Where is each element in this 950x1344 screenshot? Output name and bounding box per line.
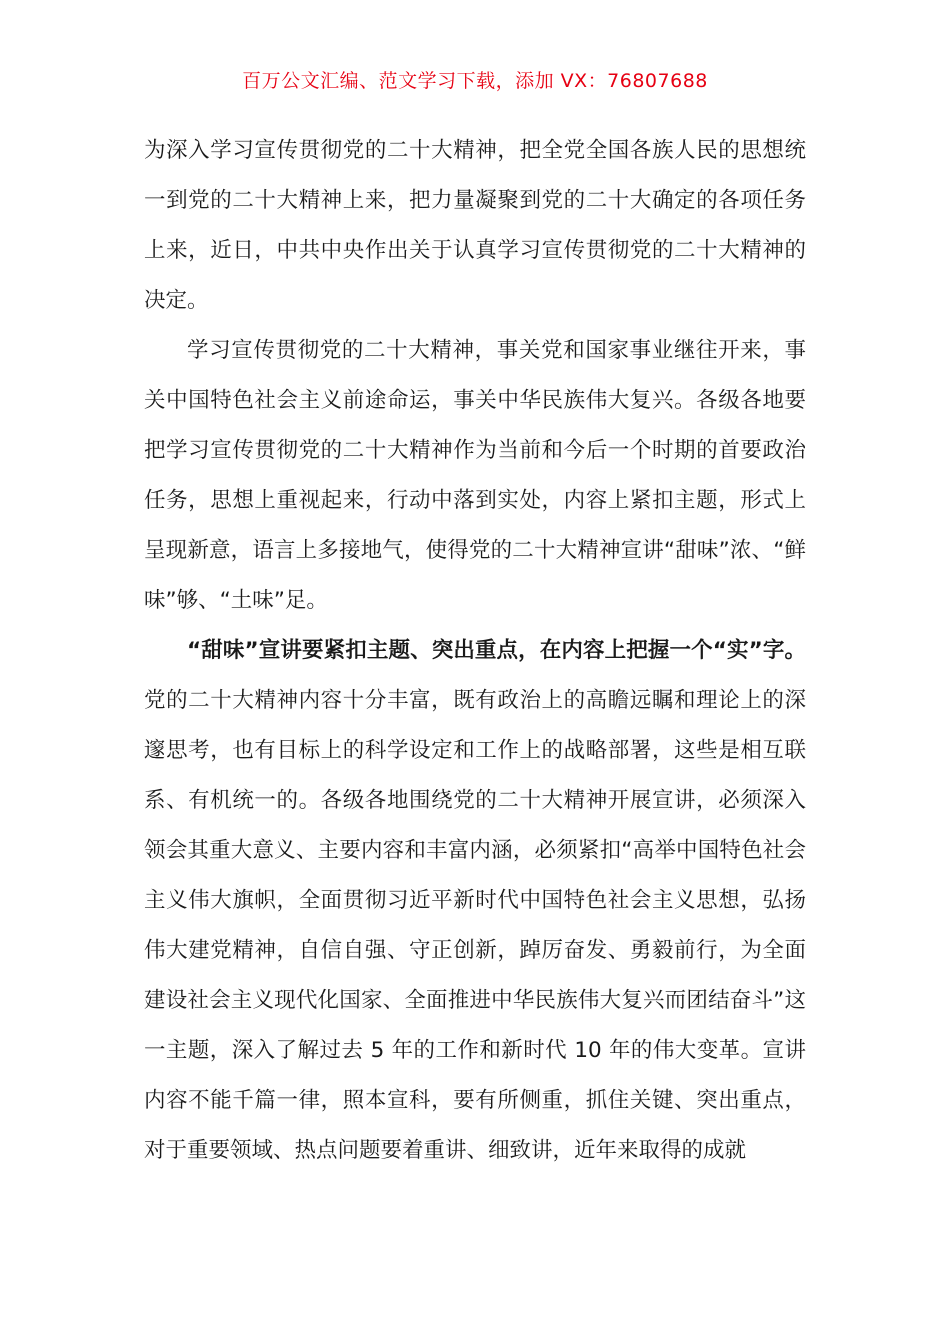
paragraph-3-lead: “甜味”宣讲要紧扣主题、突出重点，在内容上把握一个“实”字。 (187, 638, 806, 663)
paragraph-1: 为深入学习宣传贯彻党的二十大精神，把全党全国各族人民的思想统一到党的二十大精神上来，把力量凝聚到党的二十大确定的各项任务上来，近日，中共中央作出关于认真学习宣传贯彻党的二十大精神的决定。 (144, 138, 806, 313)
paragraph-3-body: 党的二十大精神内容十分丰富，既有政治上的高瞻远瞩和理论上的深邃思考，也有目标上的科学设定和工作上的战略部署，这些是相互联系、有机统一的。各级各地围绕党的二十大精神开展宣讲，必须深入领会其重大意义、主要内容和丰富内涵，必须紧扣“高举中国特色社会主义伟大旗帜，全面贯彻习近平新时代中国特色社会主义思想，弘扬伟大建党精神，自信自强、守正创新，踔厉奋发、勇毅前行，为全面建设社会主义现代化国家、全面推进中华民族伟大复兴而团结奋斗”这一主题，深入了解过去 5 年的工作和新时代 10 年的伟大变革。宣讲内容不能千篇一律，照本宣科，要有所侧重，抓住关键、突出重点，对于重要领域、热点问题要着重讲、细致讲，近年来取得的成就 (144, 688, 806, 1163)
document-body (144, 126, 806, 1176)
header-banner: 百万公文汇编、范文学习下载，添加 VX：76807688 (242, 70, 708, 92)
paragraph-3 (144, 626, 806, 1176)
paragraph-2: 学习宣传贯彻党的二十大精神，事关党和国家事业继往开来，事关中国特色社会主义前途命运，事关中华民族伟大复兴。各级各地要把学习宣传贯彻党的二十大精神作为当前和今后一个时期的首要政治任务，思想上重视起来，行动中落到实处，内容上紧扣主题，形式上呈现新意，语言上多接地气，使得党的二十大精神宣讲“甜味”浓、“鲜味”够、“土味”足。 (144, 338, 806, 613)
